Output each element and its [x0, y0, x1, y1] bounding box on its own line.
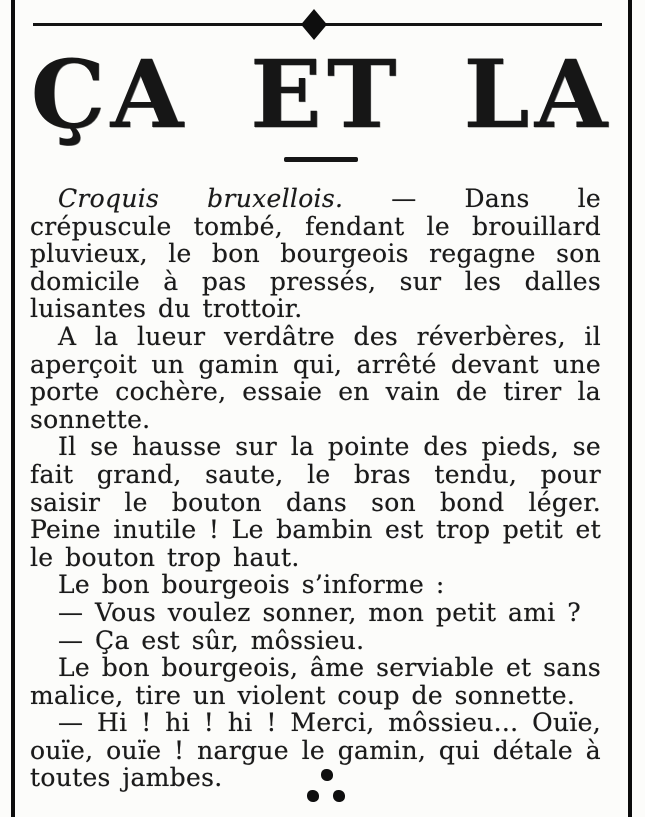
article-title: ÇA ET LA — [30, 40, 613, 150]
headline-divider — [284, 157, 358, 162]
article-paragraph: — Ça est sûr, môssieu. — [58, 625, 365, 655]
header-rule — [33, 23, 602, 26]
asterism-ornament — [304, 769, 348, 805]
article-paragraph: Le bon bourgeois s’informe : — [58, 570, 445, 600]
asterisk-icon — [307, 790, 319, 802]
column-rule-right — [628, 0, 632, 817]
asterisk-icon — [321, 769, 333, 781]
lead-phrase-italic: Croquis bruxellois. — [58, 184, 344, 213]
article-paragraph: — Hi ! hi ! hi ! Merci, môssieu... Ouïe, ouïe, ouïe ! nargue le gamin, qui détale à toutes jambes. — [30, 708, 601, 793]
diamond-ornament-icon — [301, 9, 327, 40]
article-paragraph: A la lueur verdâtre des réverbères, il aperçoit un gamin qui, arrêté devant une porte cochère, essaie en vain de tirer la sonnette. — [30, 321, 601, 434]
article-paragraph: — Vous voulez sonner, mon petit ami ? — [58, 597, 581, 627]
article-body — [30, 185, 601, 792]
asterisk-icon — [333, 790, 345, 802]
article-paragraph: Le bon bourgeois, âme serviable et sans malice, tire un violent coup de sonnette. — [30, 653, 601, 710]
article-paragraph: Il se hausse sur la pointe des pieds, se fait grand, saute, le bras tendu, pour saisir le bouton dans son bond léger. Peine inutile ! Le bambin est trop petit et le bouton trop haut. — [30, 432, 601, 572]
article-paragraph: Croquis bruxellois. — Dans le crépuscule tombé, fendant le brouillard pluvieux, le bon bourgeois regagne son domicile à pas pressés, sur les dalles luisantes du trottoir. — [30, 184, 601, 324]
